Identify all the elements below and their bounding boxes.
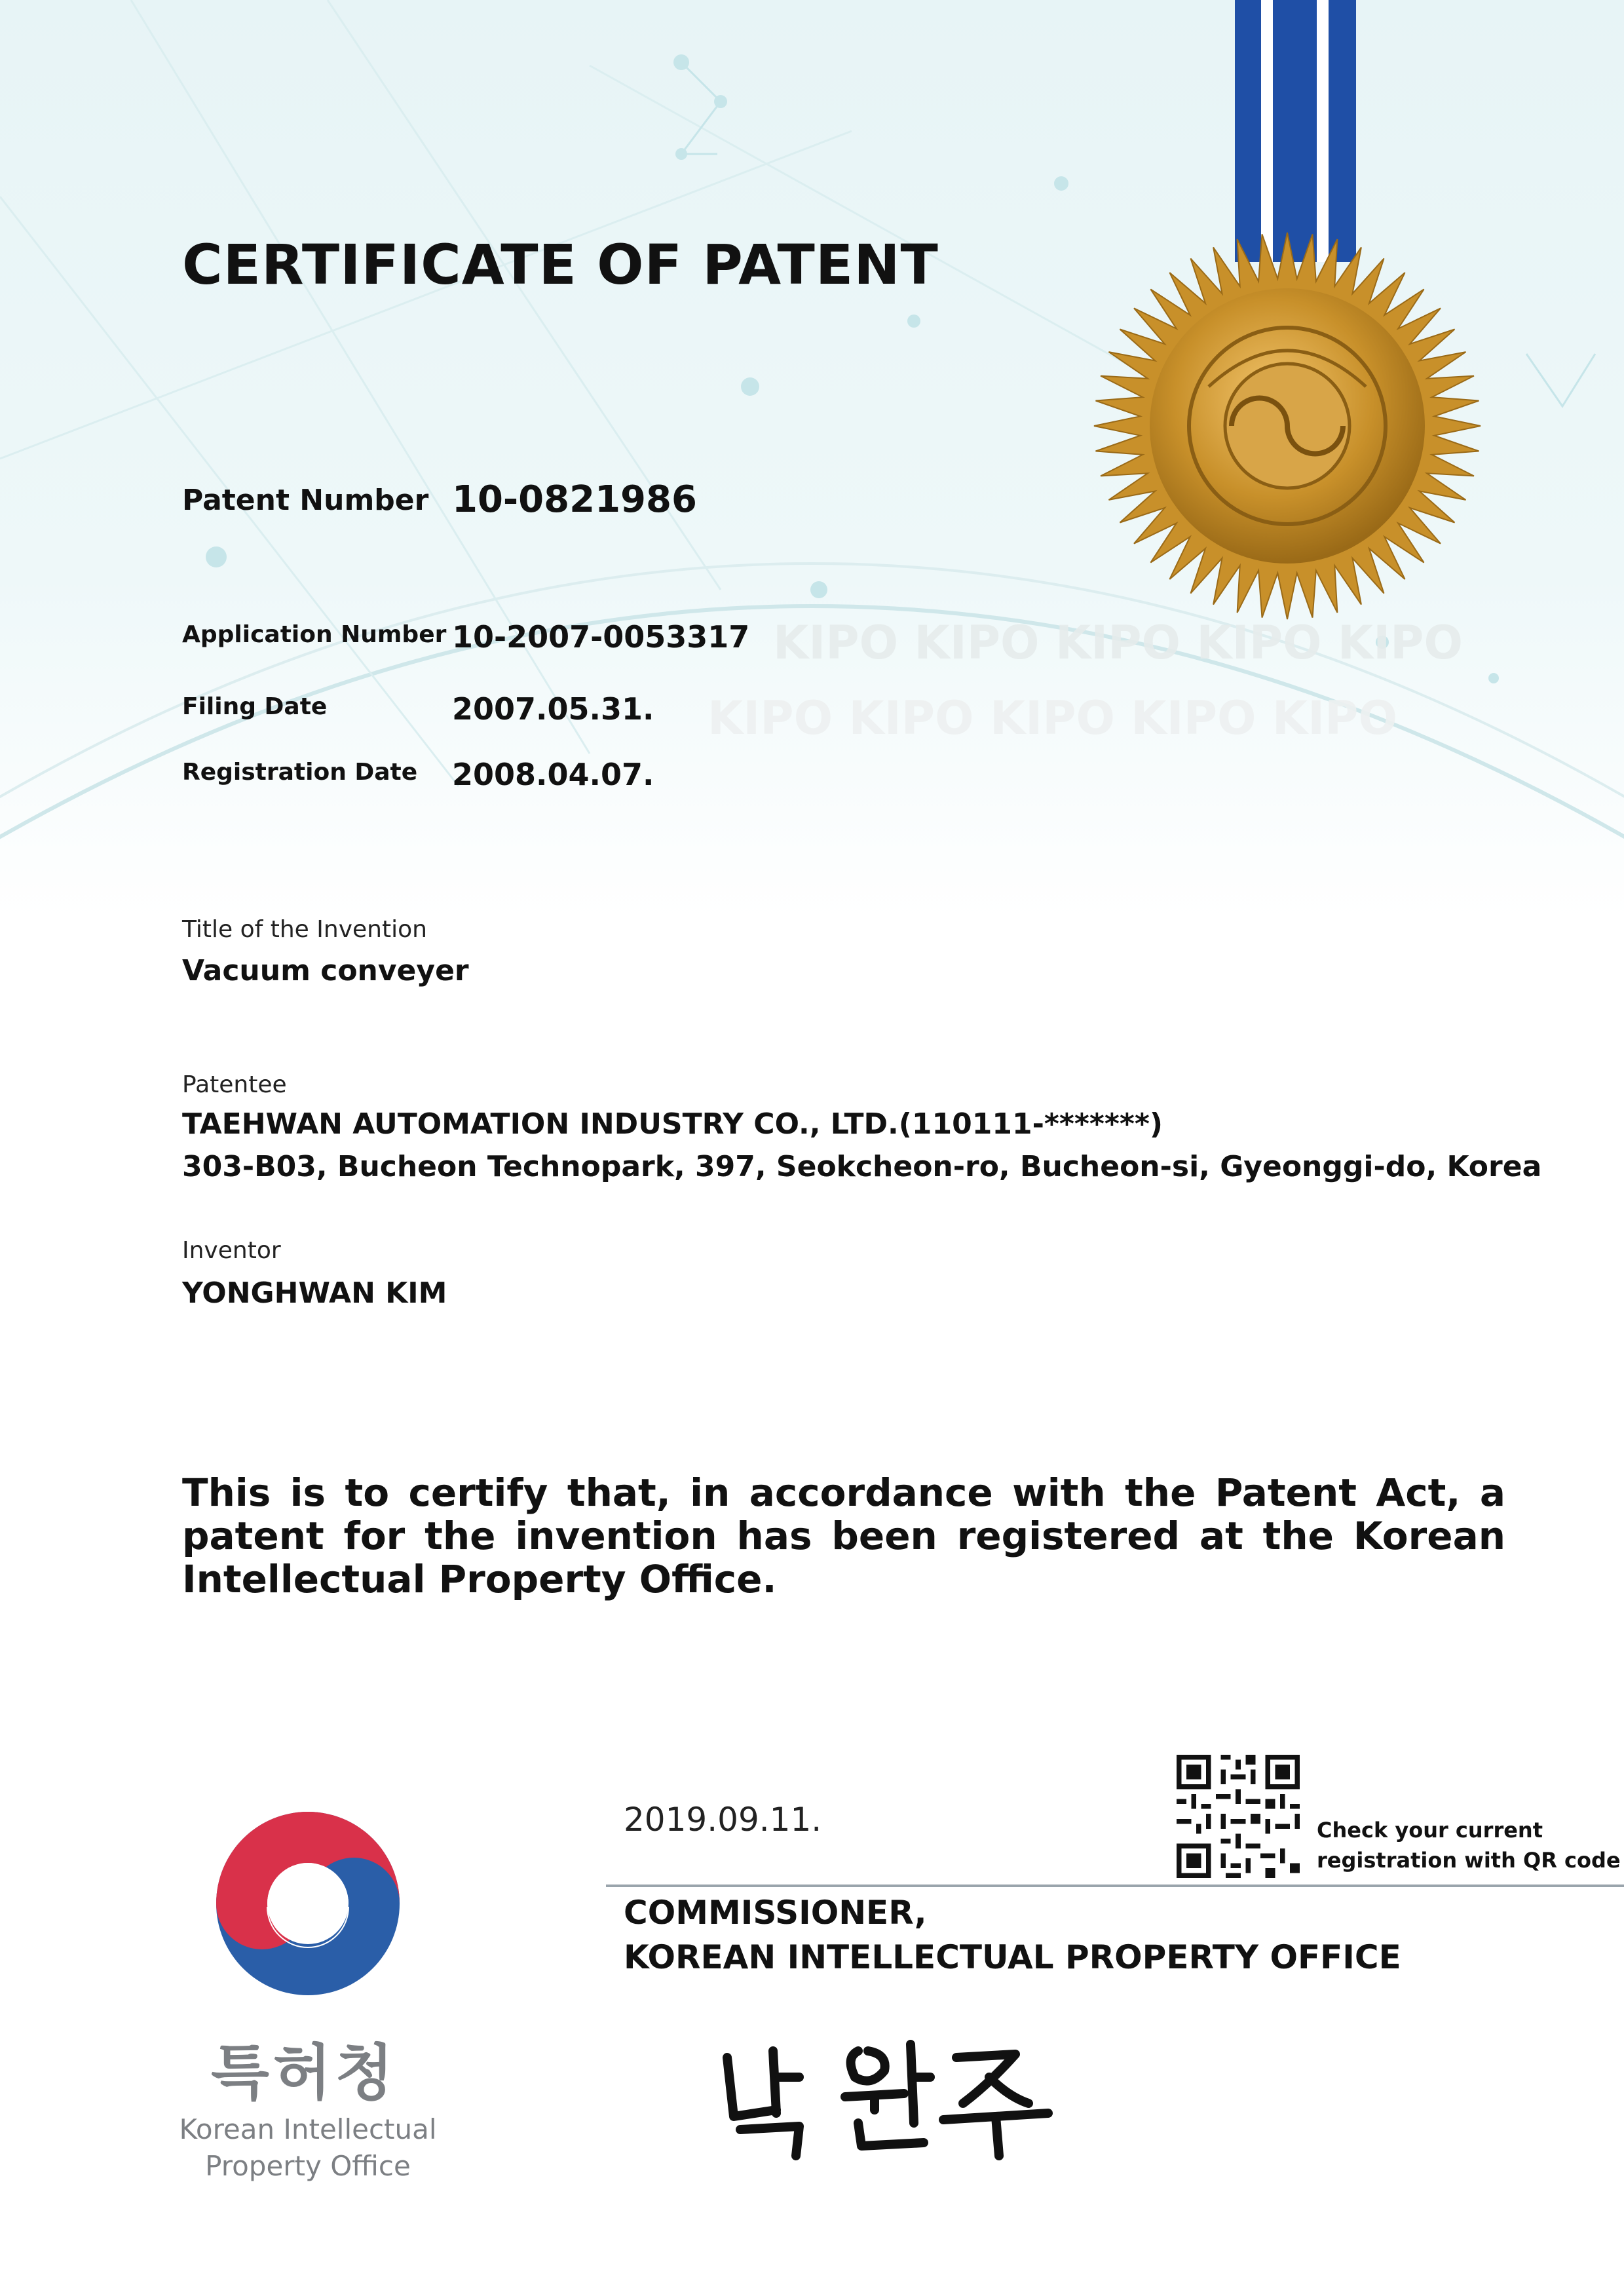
patentee-address: 303-B03, Bucheon Technopark, 397, Seokcheon-ro, Bucheon-si, Gyeonggi-do, Korea xyxy=(182,1150,1542,1183)
kipo-logo-english-line2: Property Office xyxy=(205,2150,411,2182)
signature xyxy=(714,2031,1068,2162)
filing-date: 2007.05.31. xyxy=(452,691,654,727)
issue-date: 2019.09.11. xyxy=(624,1801,822,1839)
application-number-label: Application Number xyxy=(182,621,447,648)
qr-instruction-line2: registration with QR code xyxy=(1317,1848,1621,1873)
application-number: 10-2007-0053317 xyxy=(452,619,750,655)
patent-number: 10-0821986 xyxy=(452,478,697,521)
kipo-logo-english-line1: Korean Intellectual xyxy=(179,2113,437,2145)
invention-title: Vacuum conveyer xyxy=(182,954,469,987)
footer-divider xyxy=(606,1885,1624,1887)
qr-instruction-line1: Check your current xyxy=(1317,1818,1543,1843)
patentee-name: TAEHWAN AUTOMATION INDUSTRY CO., LTD.(110111-*******) xyxy=(182,1107,1163,1141)
registration-date-label: Registration Date xyxy=(182,759,418,786)
commissioner-office: KOREAN INTELLECTUAL PROPERTY OFFICE xyxy=(624,1938,1401,1976)
registration-date: 2008.04.07. xyxy=(452,757,654,792)
certificate-title: CERTIFICATE OF PATENT xyxy=(182,233,939,297)
commissioner-title: COMMISSIONER, xyxy=(624,1894,927,1932)
qr-instruction xyxy=(1317,1815,1621,1875)
svg-text:KIPO KIPO KIPO KIPO KIPO: KIPO KIPO KIPO KIPO KIPO xyxy=(773,616,1463,670)
inventor-label: Inventor xyxy=(182,1237,281,1264)
kipo-logo-korean: 특허청 xyxy=(211,2038,398,2108)
filing-date-label: Filing Date xyxy=(182,693,328,720)
kipo-logo-english xyxy=(170,2111,445,2185)
inventor-name: YONGHWAN KIM xyxy=(182,1276,447,1310)
invention-title-label: Title of the Invention xyxy=(182,916,427,943)
patentee-label: Patentee xyxy=(182,1071,287,1098)
svg-text:KIPO KIPO KIPO KIPO KIPO: KIPO KIPO KIPO KIPO KIPO xyxy=(708,691,1397,745)
kipo-logo-icon xyxy=(213,1808,403,1999)
gold-seal-icon xyxy=(1091,229,1484,622)
seal-ribbon xyxy=(1235,0,1356,262)
qr-code-icon[interactable] xyxy=(1177,1755,1300,1878)
certification-statement: This is to certify that, in accordance with the Patent Act, a patent for the invention has been registered at the Korean Intellectual Property Office. xyxy=(182,1470,1505,1601)
patent-number-label: Patent Number xyxy=(182,484,429,517)
